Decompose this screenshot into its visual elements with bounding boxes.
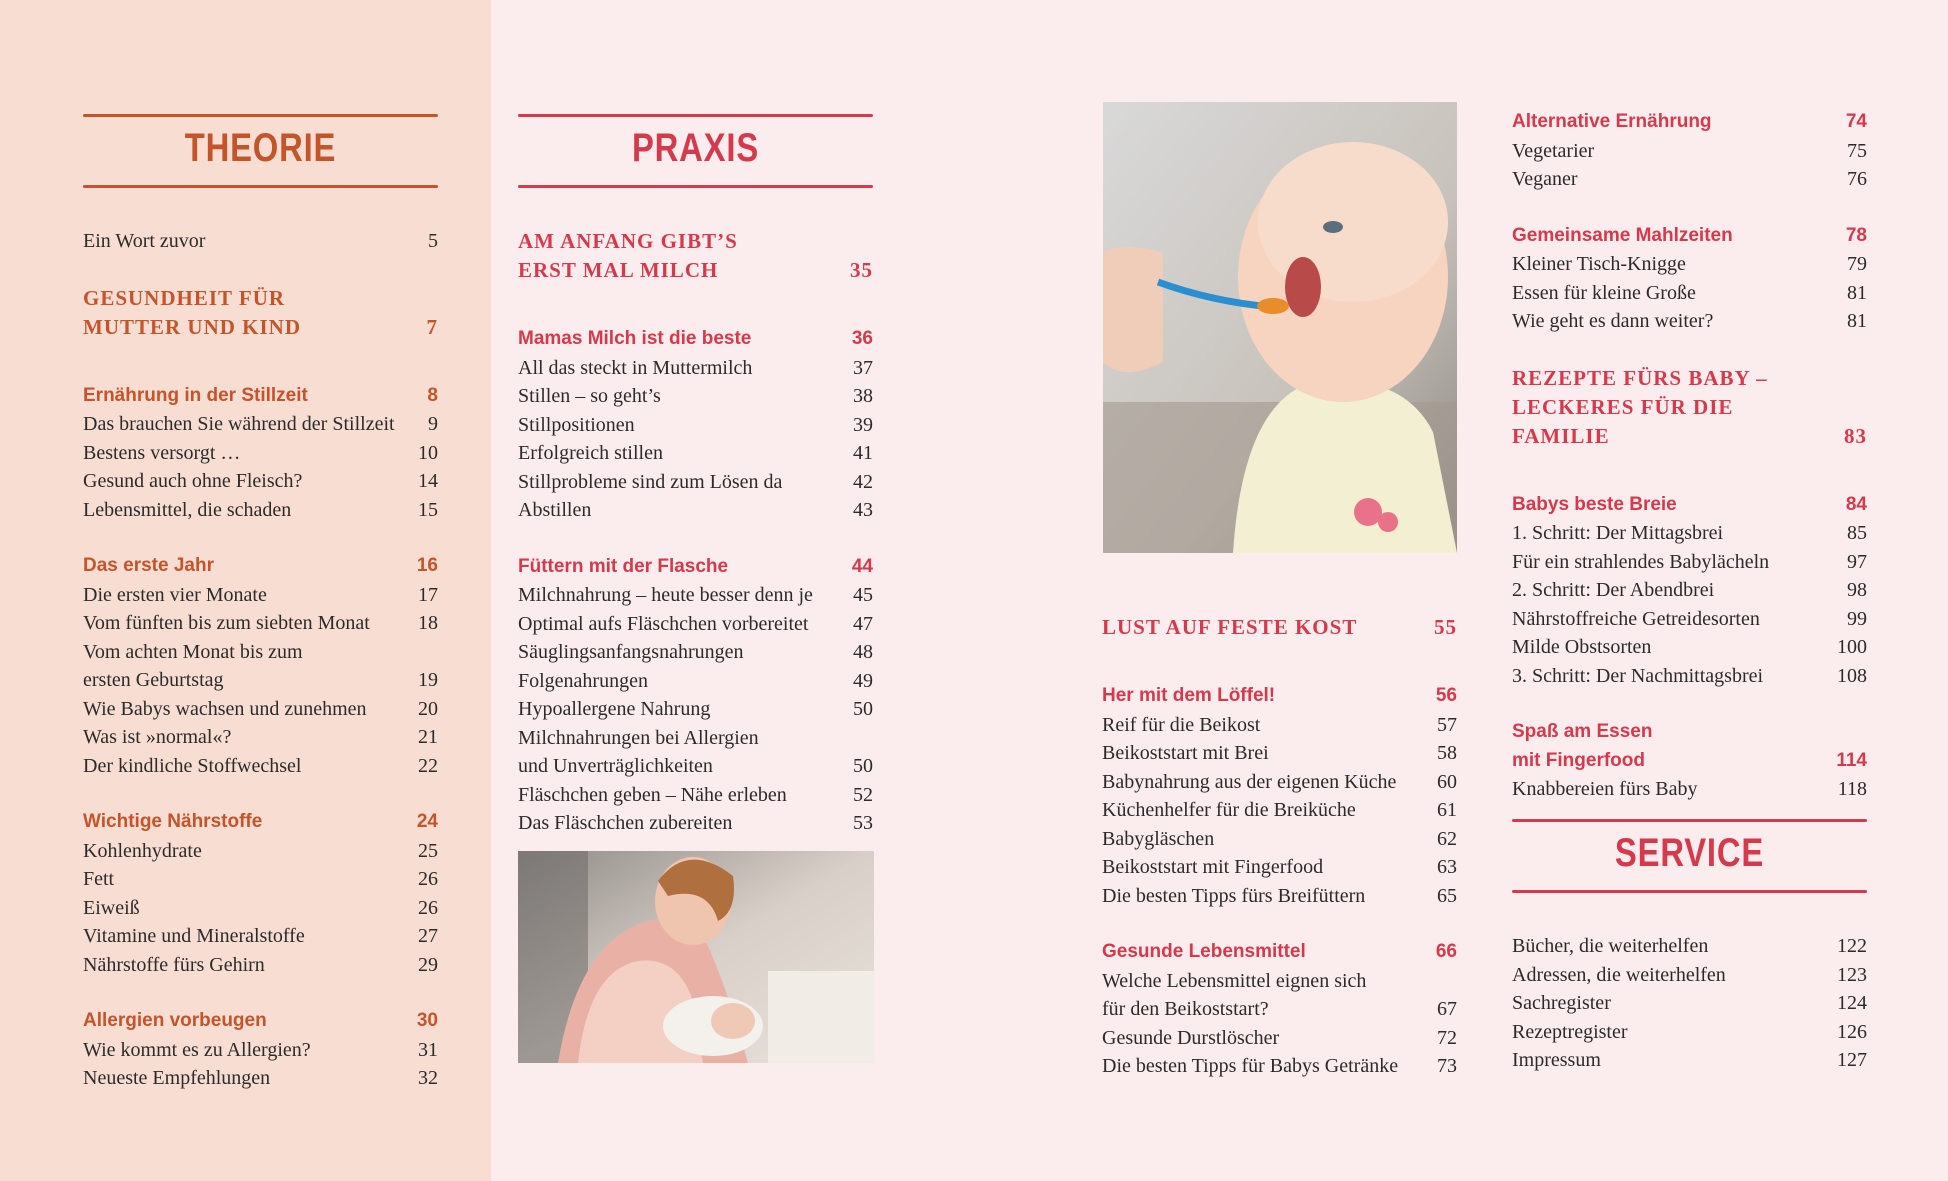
entry-page-number: 27 [418, 925, 438, 947]
entry-title: Impressum [1512, 1049, 1601, 1071]
subchapter-entry [518, 553, 873, 582]
toc-entry [1512, 137, 1867, 166]
entry-page-number: 66 [1435, 941, 1457, 962]
entry-title: Optimal aufs Fläschchen vorbereitet [518, 612, 809, 635]
toc-entry [1512, 775, 1867, 804]
toc-group [518, 227, 873, 285]
service-column [1512, 815, 1867, 1075]
entry-page-number: 37 [853, 356, 873, 379]
entry-page-number: 79 [1847, 253, 1867, 275]
subchapter-entry [83, 382, 438, 411]
theorie-header [83, 110, 438, 191]
toc-entry [1512, 307, 1867, 336]
toc-entry [518, 382, 873, 411]
subchapter-entry [1512, 222, 1867, 251]
entry-page-number: 14 [418, 470, 438, 492]
entry-title: Neueste Empfehlungen [83, 1067, 271, 1089]
toc-entry [83, 894, 438, 923]
toc-entry [1512, 165, 1867, 194]
entry-title: Mamas Milch ist die beste [518, 328, 752, 349]
entry-page-number: 75 [1847, 139, 1867, 162]
toc-entry [83, 496, 438, 525]
toc-entry [1512, 633, 1867, 662]
toc-entry [83, 581, 438, 610]
service-title: SERVICE [1614, 831, 1765, 875]
toc-entry [518, 695, 873, 724]
toc-entry [518, 354, 873, 383]
toc-entry [83, 410, 438, 439]
toc-entry [83, 922, 438, 951]
entry-page-number: 126 [1837, 1020, 1867, 1043]
entry-title: Spaß am Essen mit Fingerfood [1512, 721, 1653, 771]
chapter-entry [83, 284, 438, 342]
toc-entry [83, 467, 438, 496]
toc-entry [518, 781, 873, 810]
entry-title: 1. Schritt: Der Mittagsbrei [1512, 522, 1724, 544]
entry-page-number: 99 [1847, 607, 1867, 630]
toc-entry [83, 837, 438, 866]
entry-title: Babynahrung aus der eigenen Küche [1102, 770, 1397, 793]
header-rule-top [83, 114, 438, 117]
subchapter-entry [1512, 718, 1867, 775]
toc-entry [518, 724, 873, 781]
entry-title: Nährstoffe fürs Gehirn [83, 953, 265, 976]
entry-title: Milde Obstsorten [1512, 636, 1652, 658]
entry-title: REZEPTE FÜRS BABY – LECKERES FÜR DIE FAMILIE [1512, 365, 1768, 448]
entry-title: Reif für die Beikost [1102, 713, 1261, 736]
entry-page-number: 30 [416, 1010, 438, 1031]
toc-entry [1102, 853, 1457, 882]
toc-entry [83, 609, 438, 638]
entry-title: Knabbereien fürs Baby [1512, 778, 1698, 800]
header-rule-bottom [83, 185, 438, 188]
toc-entry [83, 752, 438, 781]
entry-page-number: 49 [853, 669, 873, 692]
entry-page-number: 123 [1837, 963, 1867, 986]
toc-group [1102, 613, 1457, 642]
toc-group [83, 808, 438, 979]
entry-page-number: 31 [418, 1038, 438, 1061]
entry-title: Ernährung in der Stillzeit [83, 384, 308, 406]
entry-title: Babys beste Breie [1512, 493, 1677, 515]
entry-page-number: 32 [418, 1067, 438, 1089]
entry-title: Beikoststart mit Brei [1102, 742, 1269, 764]
toc-group [1512, 108, 1867, 194]
toc-entry [83, 439, 438, 468]
subchapter-entry [83, 552, 438, 581]
toc-group [83, 382, 438, 525]
entry-page-number: 65 [1437, 884, 1457, 907]
toc-entry [83, 951, 438, 980]
entry-title: Vegetarier [1512, 139, 1595, 162]
toc-entry [1512, 250, 1867, 279]
entry-page-number: 85 [1847, 522, 1867, 544]
entry-title: Die besten Tipps für Babys Getränke [1102, 1055, 1399, 1077]
entry-title: Eiweiß [83, 896, 140, 919]
entry-page-number: 83 [1844, 423, 1867, 448]
entry-page-number: 67 [1437, 998, 1457, 1020]
toc-group [83, 1007, 438, 1093]
entry-page-number: 63 [1437, 856, 1457, 878]
entry-title: Allergien vorbeugen [83, 1010, 267, 1031]
entry-title: Gesunde Lebensmittel [1102, 941, 1306, 962]
toc-entry [518, 667, 873, 696]
rezepte-column [1512, 108, 1867, 832]
entry-page-number: 38 [853, 385, 873, 407]
entry-title: Stillen – so geht’s [518, 385, 661, 407]
entry-page-number: 41 [853, 442, 873, 464]
toc-entry [518, 610, 873, 639]
entry-page-number: 60 [1437, 770, 1457, 793]
entry-title: All das steckt in Muttermilch [518, 356, 753, 379]
entry-title: GESUNDHEIT FÜR MUTTER UND KIND [83, 285, 302, 339]
theorie-column [83, 110, 438, 1121]
entry-page-number: 24 [416, 811, 438, 832]
entry-page-number: 56 [1435, 685, 1457, 706]
header-rule-bottom [518, 185, 873, 188]
entry-page-number: 108 [1837, 664, 1867, 687]
toc-entry [1102, 1024, 1457, 1053]
toc-entry [1102, 768, 1457, 797]
entry-title: Fett [83, 868, 115, 890]
toc-entry [518, 809, 873, 838]
entry-title: Stillprobleme sind zum Lösen da [518, 470, 783, 493]
entry-title: Folgenahrungen [518, 669, 648, 692]
rezepte-entries [1512, 108, 1867, 804]
entry-page-number: 44 [851, 555, 873, 577]
toc-entry [1512, 605, 1867, 634]
toc-entry [518, 439, 873, 468]
toc-entry [1512, 1046, 1867, 1075]
entry-page-number: 50 [853, 698, 873, 720]
toc-group [518, 553, 873, 838]
entry-page-number: 81 [1847, 310, 1867, 332]
entry-page-number: 118 [1837, 778, 1867, 800]
toc-entry [1512, 989, 1867, 1018]
entry-title: Wie Babys wachsen und zunehmen [83, 697, 367, 720]
toc-entry [518, 468, 873, 497]
entry-page-number: 122 [1837, 935, 1867, 957]
entry-title: Her mit dem Löffel! [1102, 685, 1276, 706]
entry-page-number: 26 [418, 868, 438, 890]
entry-title: AM ANFANG GIBT’S ERST MAL MILCH [518, 229, 738, 282]
service-header [1512, 815, 1867, 896]
entry-title: Essen für kleine Große [1512, 281, 1696, 304]
entry-title: Stillpositionen [518, 413, 635, 436]
toc-entry [83, 1036, 438, 1065]
toc-entry [518, 638, 873, 667]
entry-title: Das brauchen Sie während der Stillzeit [83, 413, 395, 435]
entry-title: Bücher, die weiterhelfen [1512, 935, 1709, 957]
entry-page-number: 57 [1437, 713, 1457, 736]
entry-page-number: 84 [1845, 493, 1867, 515]
entry-page-number: 127 [1837, 1049, 1867, 1071]
entry-title: Sachregister [1512, 992, 1611, 1014]
toc-group [1512, 222, 1867, 336]
entry-page-number: 43 [853, 499, 873, 521]
entry-page-number: 58 [1437, 742, 1457, 764]
entry-title: Abstillen [518, 499, 592, 521]
entry-title: Gemeinsame Mahlzeiten [1512, 224, 1733, 246]
entry-title: Füttern mit der Flasche [518, 555, 729, 577]
entry-title: Die besten Tipps fürs Breifüttern [1102, 884, 1366, 907]
toc-entry [1512, 662, 1867, 691]
entry-page-number: 15 [418, 498, 438, 521]
entry-title: Die ersten vier Monate [83, 583, 267, 606]
toc-entry [1512, 548, 1867, 577]
entry-page-number: 10 [418, 441, 438, 464]
toc-entry [1102, 1052, 1457, 1081]
toc-entry [1512, 519, 1867, 548]
entry-title: Welche Lebensmittel eignen sich für den Beikoststart? [1102, 969, 1367, 1020]
entry-page-number: 42 [853, 470, 873, 493]
header-rule-top [1512, 819, 1867, 822]
subchapter-entry [1512, 491, 1867, 520]
toc-group [1102, 938, 1457, 1081]
entry-title: Gesunde Durstlöscher [1102, 1026, 1280, 1049]
entry-title: Beikoststart mit Fingerfood [1102, 856, 1324, 878]
subchapter-entry [1102, 682, 1457, 711]
praxis-title: PRAXIS [631, 126, 760, 170]
entry-page-number: 18 [418, 612, 438, 634]
entry-page-number: 39 [853, 413, 873, 436]
entry-title: Fläschchen geben – Nähe erleben [518, 783, 787, 806]
entry-page-number: 55 [1434, 615, 1457, 639]
toc-entry [83, 638, 438, 695]
entry-title: LUST AUF FESTE KOST [1102, 615, 1358, 639]
theorie-entries [83, 227, 438, 1093]
entry-page-number: 74 [1845, 111, 1867, 132]
feste-kost-column [1102, 613, 1457, 1109]
entry-title: Gesund auch ohne Fleisch? [83, 470, 303, 492]
feste-kost-entries [1102, 613, 1457, 1081]
toc-entry [83, 695, 438, 724]
entry-page-number: 97 [1847, 550, 1867, 573]
entry-page-number: 16 [416, 555, 438, 576]
chapter-entry [518, 227, 873, 285]
entry-title: Nährstoffreiche Getreidesorten [1512, 607, 1760, 630]
toc-group [1102, 682, 1457, 910]
entry-title: Bestens versorgt … [83, 441, 241, 464]
entry-title: Babygläschen [1102, 827, 1215, 850]
toc-entry [1512, 279, 1867, 308]
entry-title: Adressen, die weiterhelfen [1512, 963, 1726, 986]
entry-page-number: 47 [853, 612, 873, 635]
entry-title: Was ist »normal«? [83, 726, 232, 748]
entry-page-number: 9 [428, 413, 438, 435]
entry-page-number: 5 [428, 230, 438, 252]
entry-page-number: 8 [427, 384, 438, 406]
entry-title: Milchnahrung – heute besser denn je [518, 584, 813, 606]
entry-page-number: 81 [1847, 281, 1867, 304]
toc-entry [83, 227, 438, 256]
praxis-header [518, 110, 873, 191]
subchapter-entry [83, 1007, 438, 1036]
entry-title: Säuglingsanfangsnahrungen [518, 641, 744, 663]
toc-entry [1102, 967, 1457, 1024]
chapter-entry [1102, 613, 1457, 642]
toc-group [1512, 491, 1867, 691]
toc-entry [1512, 576, 1867, 605]
toc-entry [518, 411, 873, 440]
entry-page-number: 76 [1847, 168, 1867, 190]
toc-entry [1102, 739, 1457, 768]
entry-title: 2. Schritt: Der Abendbrei [1512, 579, 1715, 601]
entry-page-number: 72 [1437, 1026, 1457, 1049]
toc-entry [83, 865, 438, 894]
toc-group [83, 552, 438, 780]
entry-title: Rezeptregister [1512, 1020, 1628, 1043]
toc-group [1512, 718, 1867, 804]
entry-page-number: 48 [853, 641, 873, 663]
entry-page-number: 35 [850, 258, 873, 282]
entry-title: Alternative Ernährung [1512, 111, 1712, 132]
breastfeeding-photo [518, 851, 874, 1063]
entry-title: Vom fünften bis zum siebten Monat [83, 612, 370, 634]
chapter-entry [1512, 364, 1867, 451]
toc-entry [1512, 961, 1867, 990]
entry-page-number: 62 [1437, 827, 1457, 850]
toc-entry [1512, 932, 1867, 961]
entry-title: Hypoallergene Nahrung [518, 698, 711, 720]
toc-entry [1102, 882, 1457, 911]
entry-title: Wie kommt es zu Allergien? [83, 1038, 311, 1061]
entry-page-number: 7 [426, 314, 438, 339]
entry-page-number: 22 [418, 754, 438, 777]
toc-entry [518, 581, 873, 610]
entry-title: Wie geht es dann weiter? [1512, 310, 1714, 332]
entry-page-number: 29 [418, 953, 438, 976]
entry-title: Das erste Jahr [83, 555, 214, 576]
entry-page-number: 73 [1437, 1055, 1457, 1077]
entry-page-number: 26 [418, 896, 438, 919]
toc-group [518, 325, 873, 525]
toc-entry [83, 1064, 438, 1093]
header-rule-top [518, 114, 873, 117]
entry-page-number: 50 [853, 755, 873, 777]
toc-entry [83, 723, 438, 752]
entry-title: Kohlenhydrate [83, 839, 202, 862]
entry-page-number: 19 [418, 669, 438, 691]
spoon-feeding-photo [1103, 102, 1457, 553]
header-rule-bottom [1512, 890, 1867, 893]
toc-entry [1512, 1018, 1867, 1047]
praxis-entries [518, 227, 873, 838]
entry-page-number: 21 [418, 726, 438, 748]
toc-entry [518, 496, 873, 525]
service-entries [1512, 932, 1867, 1075]
entry-title: Wichtige Nährstoffe [83, 811, 263, 832]
theorie-title: THEORIE [184, 126, 337, 170]
entry-title: Veganer [1512, 168, 1578, 190]
entry-title: Erfolgreich stillen [518, 442, 663, 464]
entry-title: Lebensmittel, die schaden [83, 498, 292, 521]
entry-page-number: 61 [1437, 799, 1457, 821]
entry-page-number: 52 [853, 783, 873, 806]
subchapter-entry [518, 325, 873, 354]
entry-title: Vitamine und Mineralstoffe [83, 925, 305, 947]
entry-title: Vom achten Monat bis zum ersten Geburtstag [83, 640, 303, 691]
entry-title: Kleiner Tisch-Knigge [1512, 253, 1686, 275]
entry-page-number: 17 [418, 583, 438, 606]
entry-title: Ein Wort zuvor [83, 230, 206, 252]
praxis-column [518, 110, 873, 866]
entry-page-number: 124 [1837, 992, 1867, 1014]
toc-group [83, 284, 438, 342]
entry-title: Küchenhelfer für die Breiküche [1102, 799, 1356, 821]
entry-title: Milchnahrungen bei Allergien und Unverträglichkeiten [518, 726, 759, 777]
entry-page-number: 98 [1847, 579, 1867, 601]
toc-entry [1102, 796, 1457, 825]
subchapter-entry [83, 808, 438, 837]
toc-entry [1102, 825, 1457, 854]
entry-page-number: 25 [418, 839, 438, 862]
subchapter-entry [1102, 938, 1457, 967]
subchapter-entry [1512, 108, 1867, 137]
entry-page-number: 100 [1837, 636, 1867, 658]
toc-entry [1102, 711, 1457, 740]
entry-title: Das Fläschchen zubereiten [518, 812, 733, 834]
entry-page-number: 20 [418, 697, 438, 720]
entry-page-number: 78 [1845, 224, 1867, 246]
toc-group [83, 227, 438, 256]
entry-page-number: 53 [853, 812, 873, 834]
entry-page-number: 45 [853, 584, 873, 606]
toc-group [1512, 364, 1867, 451]
entry-title: Für ein strahlendes Babylächeln [1512, 550, 1770, 573]
entry-title: Der kindliche Stoffwechsel [83, 754, 302, 777]
entry-page-number: 36 [851, 328, 873, 349]
entry-title: 3. Schritt: Der Nachmittagsbrei [1512, 664, 1764, 687]
entry-page-number: 114 [1836, 749, 1867, 771]
